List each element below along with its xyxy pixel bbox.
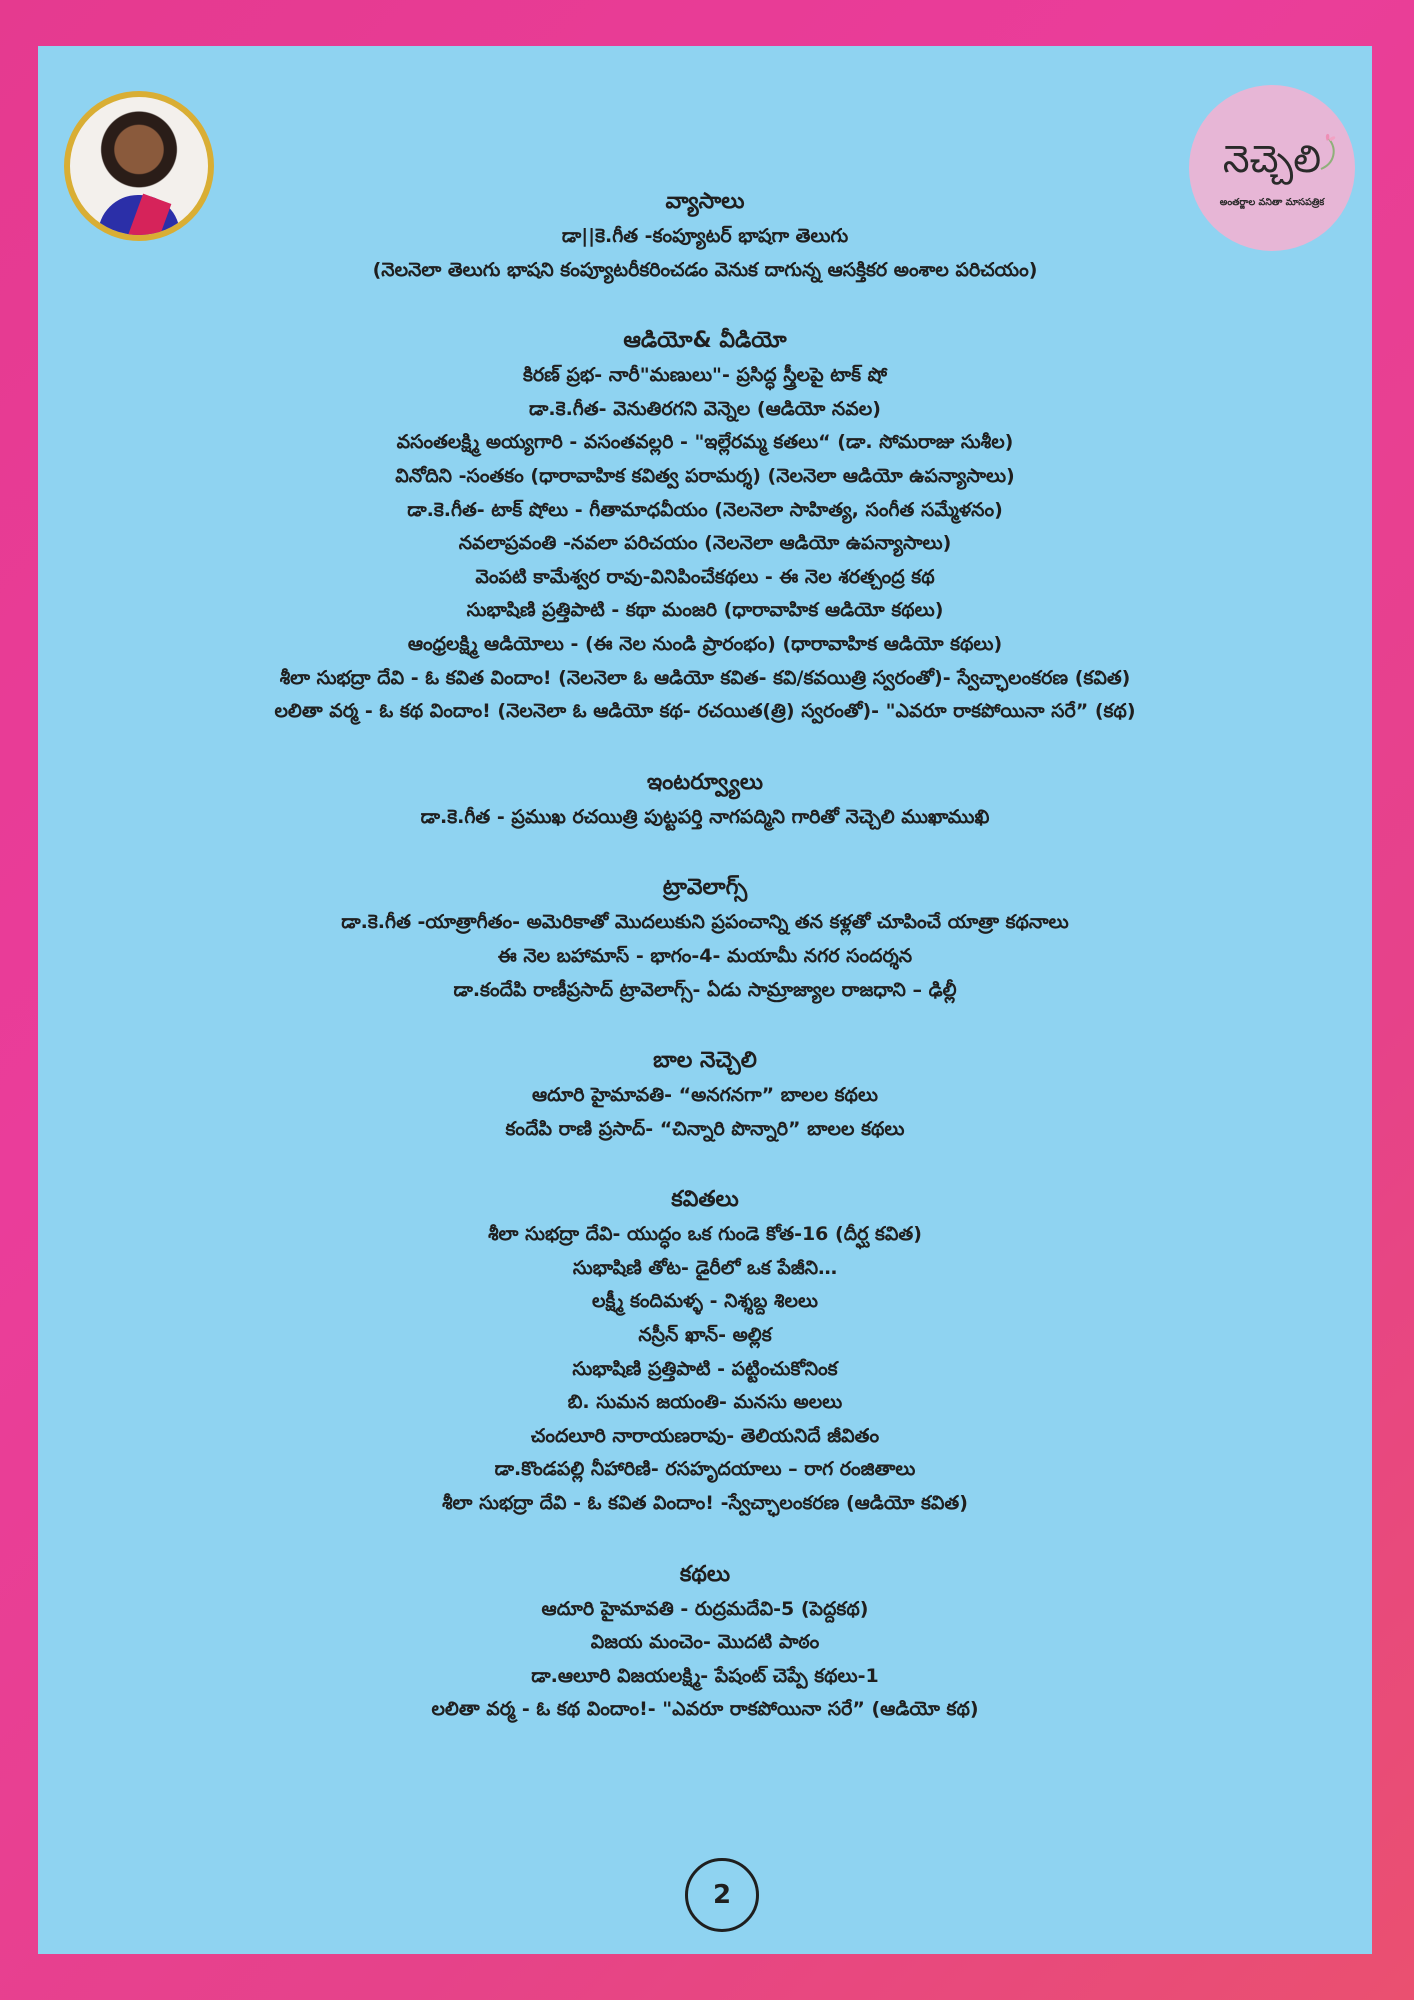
logo-tagline: అంతర్జాల వనితా మాసపత్రిక [1219,197,1325,208]
content-entry[interactable]: ఆంధ్రలక్ష్మి ఆడియోలు - (ఈ నెల నుండి ప్రారంభం) (ధారావాహిక ఆడియో కథలు) [407,632,1003,655]
content-entry[interactable]: సుభాషిణి ప్రత్తిపాటి - పట్టించుకోనింక [572,1357,838,1380]
content-entry[interactable]: డా.కె.గీత- టాక్ షోలు - గీతామాధవీయం (నెలనెలా సాహిత్య, సంగీత సమ్మేళనం) [407,498,1003,521]
page-number: 2 [685,1858,759,1932]
content-entry[interactable]: డా.కె.గీత - ప్రముఖ రచయిత్రి పుట్టపర్తి నాగపద్మిని గారితో నెచ్చెలి ముఖాముఖి [420,805,990,828]
content-entry[interactable]: వెంపటి కామేశ్వర రావు-వినిపించేకథలు - ఈ నెల శరత్చంద్ర కథ [475,565,935,588]
section-title: వ్యాసాలు [665,189,745,214]
content-entry[interactable]: సుభాషిణి తోట- డైరీలో ఒక పేజీని… [572,1256,838,1279]
content-entry[interactable]: కిరణ్ ప్రభ- నారీ"మణులు"- ప్రసిద్ధ స్త్రీలపై టాక్ షో [522,364,888,387]
content-entry[interactable]: (నెలనెలా తెలుగు భాషని కంప్యూటరీకరించడం వెనుక దాగున్న ఆసక్తికర అంశాల పరిచయం) [372,258,1038,281]
content-entry[interactable]: లలితా వర్మ - ఓ కథ విందాం! (నెలనెలా ఓ ఆడియో కథ- రచయిత(త్రి) స్వరంతో)- "ఎవరూ రాకపోయినా సరే” (కథ) [274,700,1136,723]
content-entry[interactable]: శీలా సుభద్రా దేవి- యుద్ధం ఒక గుండె కోత-16 (దీర్ఘ కవిత) [488,1223,922,1246]
lotus-icon [1313,129,1343,177]
content-entry[interactable]: డా.కె.గీత- వెనుతిరగని వెన్నెల (ఆడియో నవల) [529,397,881,420]
content-entry[interactable]: లక్ష్మీ కందిమళ్ళ - నిశ్శబ్ద శిలలు [592,1290,818,1313]
content-entry[interactable]: వసంతలక్ష్మి అయ్యగారి - వసంతవల్లరి - "ఇల్లేరమ్మ కతలు“ (డా. సోమరాజు సుశీల) [396,431,1014,454]
content-entry[interactable]: ఈ నెల బహామాస్ - భాగం-4- మయామీ నగర సందర్శన [497,944,913,967]
content-entry[interactable]: శీలా సుభద్రా దేవి - ఓ కవిత విందాం! (నెలనెలా ఓ ఆడియో కవిత- కవి/కవయిత్రి స్వరంతో)- స్వేచ్ఛాలంకరణ (కవిత) [279,666,1131,689]
content-entry[interactable]: నస్రీన్ ఖాన్- అల్లిక [638,1324,772,1347]
section-title: కవితలు [671,1187,739,1213]
content-entry[interactable]: బి. సుమన జయంతి- మనసు అలలు [567,1391,843,1414]
content-entry[interactable]: సుభాషిణి ప్రత్తిపాటి - కథా మంజరి (ధారావాహిక ఆడియో కథలు) [466,599,944,622]
section [38,1182,1372,1520]
section [38,323,1372,729]
contents-list [38,184,1372,1763]
content-entry[interactable]: కందేపి రాణి ప్రసాద్- “చిన్నారి పొన్నారి” బాలల కథలు [505,1117,905,1140]
content-entry[interactable]: శీలా సుభద్రా దేవి - ఓ కవిత విందాం! -స్వేచ్ఛాలంకరణ (ఆడియో కవిత) [442,1492,968,1515]
section-title: ట్రావెలాగ్స్ [662,875,748,901]
content-entry[interactable]: డా||కె.గీత -కంప్యూటర్ భాషగా తెలుగు [561,225,849,247]
content-entry[interactable]: నవలాప్రవంతి -నవలా పరిచయం (నెలనెలా ఆడియో ఉపన్యాసాలు) [458,532,952,555]
section-title: ఇంటర్వ్యూలు [646,769,764,795]
content-entry[interactable]: డా.ఆలూరి విజయలక్ష్మి- పేషంట్ చెప్పే కథలు-1 [531,1664,879,1687]
section-title: బాల నెచ్చెలి [653,1048,757,1074]
content-entry[interactable]: డా.కొండపల్లి నీహారిణి- రసహృదయాలు – రాగ రంజితాలు [494,1458,916,1481]
content-entry[interactable]: ఆదూరి హైమావతి- “అనగనగా” బాలల కథలు [531,1084,878,1107]
section-title: కథలు [679,1561,731,1587]
content-entry[interactable]: డా.కందేపి రాణీప్రసాద్ ట్రావెలాగ్స్- ఏడు సామ్రాజ్యాల రాజధాని – ఢిల్లీ [453,978,957,1001]
section-title: ఆడియో& వీడియో [623,328,787,354]
section [38,184,1372,287]
section [38,1043,1372,1146]
section [38,870,1372,1007]
section [38,765,1372,835]
logo-name: నెచ్చెలి [1222,137,1322,181]
section [38,1557,1372,1727]
content-entry[interactable]: చందలూరి నారాయణరావు- తెలియనిదే జీవితం [530,1424,880,1447]
content-entry[interactable]: విజయ మంచెం- మొదటి పాఠం [590,1631,820,1654]
content-entry[interactable]: డా.కె.గీత -యాత్రాగీతం- అమెరికాతో మొదలుకుని ప్రపంచాన్ని తన కళ్లతో చూపించే యాత్రా కథనాలు [341,911,1069,934]
content-entry[interactable]: లలితా వర్మ - ఓ కథ విందాం!- "ఎవరూ రాకపోయినా సరే” (ఆడియో కథ) [431,1698,979,1721]
content-entry[interactable]: వినోదిని -సంతకం (ధారావాహిక కవిత్వ పరామర్శ) (నెలనెలా ఆడియో ఉపన్యాసాలు) [395,464,1015,487]
content-entry[interactable]: ఆదూరి హైమావతి - రుద్రమదేవి-5 (పెద్దకథ) [541,1597,869,1620]
